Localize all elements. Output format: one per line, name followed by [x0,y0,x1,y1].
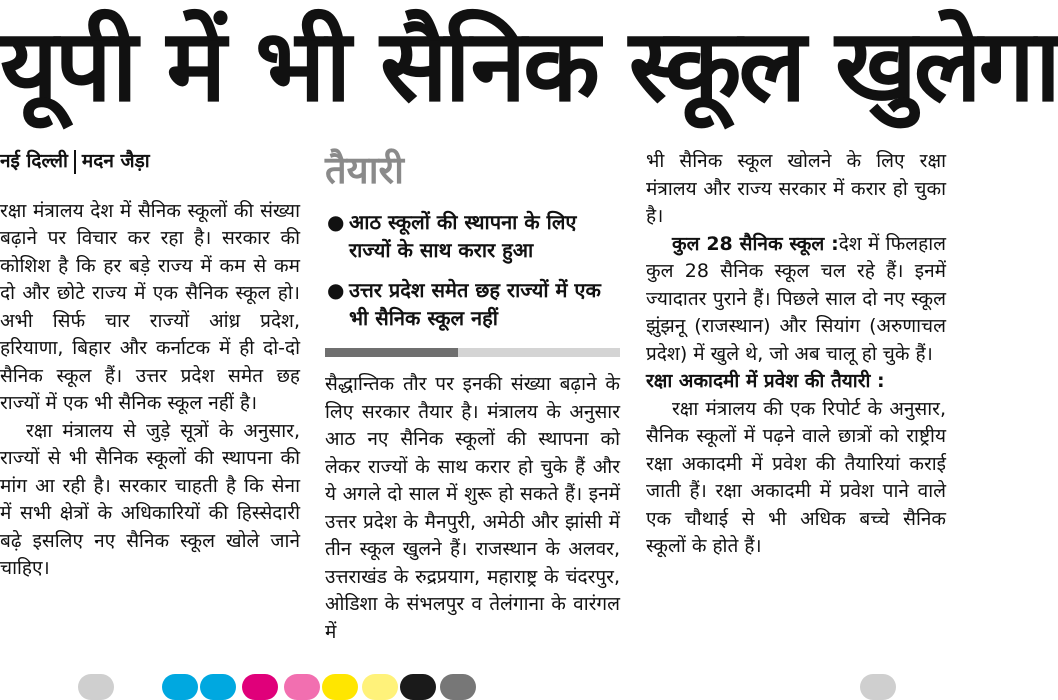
color-swatch [284,674,320,700]
byline-separator [74,150,76,174]
color-swatch [322,674,358,700]
column-3 [646,148,946,561]
body-paragraph [646,231,946,369]
color-swatch [200,674,236,700]
color-swatch [440,674,476,700]
subheading: कुल 28 सैनिक स्कूल : [672,232,839,255]
highlight-text: उत्तर प्रदेश समेत छह राज्यों में एक भी सैनिक स्कूल नहीं [349,278,601,330]
color-swatch [362,674,398,700]
color-swatch [400,674,436,700]
color-swatch [162,674,198,700]
color-swatch [242,674,278,700]
highlight-item [325,208,620,264]
subheading: रक्षा अकादमी में प्रवेश की तैयारी : [646,370,885,392]
body-paragraph: सैद्धान्तिक तौर पर इनकी संख्या बढ़ाने के लिए सरकार तैयार है। मंत्रालय के अनुसार आठ नए सैनिक स्कूलों की स्थापना को लेकर राज्यों के साथ करार हो चुके हैं और ये अगले दो साल में शुरू हो सकते हैं। इनमें उत्तर प्रदेश के मैनपुरी, अमेठी और झांसी में तीन स्कूल खुलने हैं। राजस्थान के अलवर, उत्तराखंड के रुद्रप्रयाग, महाराष्ट्र के चंदरपुर, ओडिशा के संभलपुर व तेलंगाना के वारंगल में [325,373,620,643]
color-swatch [860,674,896,700]
body-paragraph: रक्षा मंत्रालय देश में सैनिक स्कूलों की संख्या बढ़ाने पर विचार कर रहा है। सरकार की कोशिश है कि हर बड़े राज्य में कम से कम दो और छोटे राज्य में एक सैनिक स्कूल हो। अभी सिर्फ चार राज्यों आंध्र प्रदेश, हरियाणा, बिहार और कर्नाटक में ही दो-दो सैनिक स्कूल हैं। उत्तर प्रदेश समेत छह राज्यों में एक भी सैनिक स्कूल नहीं है। [0,199,300,414]
byline-author: मदन जैड़ा [81,150,150,172]
body-paragraph: भी सैनिक स्कूल खोलने के लिए रक्षा मंत्रालय और राज्य सरकार में करार हो चुका है। [646,150,946,227]
print-color-bar [0,670,952,689]
color-swatch [78,674,114,700]
body-text: देश में फिलहाल कुल 28 सैनिक स्कूल चल रहे हैं। इनमें ज्यादातर पुराने हैं। पिछले साल दो नए स्कूल झुंझनू (राजस्थान) और सियांग (अरुणाचल प्रदेश) में खुले थे, जो अब चालू हो चुके हैं। [646,232,946,365]
byline [0,148,300,176]
section-divider [325,348,620,357]
highlight-text: आठ स्कूलों की स्थापना के लिए राज्यों के साथ करार हुआ [349,210,577,262]
bullet-dot-icon: ● [327,278,345,302]
byline-place: नई दिल्ली [0,150,68,172]
column-2 [325,148,620,646]
column-1 [0,148,300,583]
body-paragraph: रक्षा मंत्रालय की एक रिपोर्ट के अनुसार, सैनिक स्कूलों में पढ़ने वाले छात्रों को राष्ट्रीय रक्षा अकादमी में प्रवेश की तैयारियां कराई जाती हैं। रक्षा अकादमी में प्रवेश पाने वाले एक चौथाई से भी अधिक बच्चे सैनिक स्कूलों के होते हैं। [646,397,946,557]
headline: यूपी में भी सैनिक स्कूल खुलेगा [0,7,1058,124]
section-divider-fill [325,348,458,357]
body-paragraph: रक्षा मंत्रालय से जुड़े सूत्रों के अनुसार, राज्यों से भी सैनिक स्कूलों की स्थापना की मांग आ रही है। सरकार चाहती है कि सेना में सभी क्षेत्रों के अधिकारियों की हिस्सेदारी बढ़े इसलिए नए सैनिक स्कूल खोले जाने चाहिए। [0,419,300,579]
sidebar-kicker: तैयारी [325,148,404,192]
highlight-list [325,208,620,332]
highlight-item [325,276,620,332]
subheading-line [646,368,946,396]
bullet-dot-icon: ● [327,210,345,234]
